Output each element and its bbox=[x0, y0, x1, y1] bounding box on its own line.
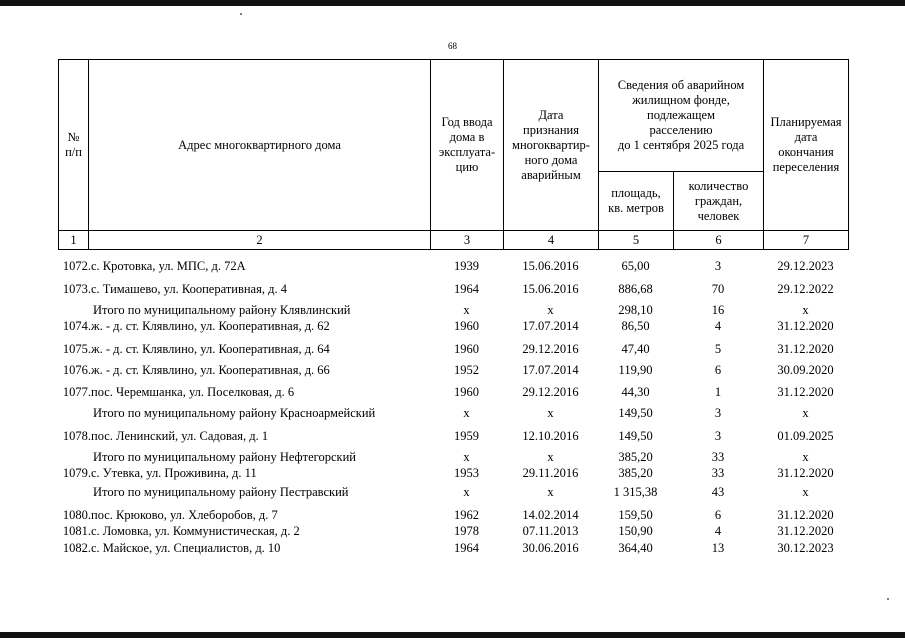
cell-address: ж. - д. ст. Клявлино, ул. Кооперативная, д. 66 bbox=[91, 363, 330, 377]
cell-address: с. Кротовка, ул. МПС, д. 72А bbox=[91, 259, 246, 273]
cell-area: 149,50 bbox=[618, 406, 653, 420]
scan-top-edge bbox=[0, 0, 905, 6]
cell-address: Итого по муниципальному району Пестравский bbox=[93, 485, 349, 499]
cell-address: пос. Черемшанка, ул. Поселковая, д. 6 bbox=[91, 385, 295, 399]
cell-area: 119,90 bbox=[618, 363, 653, 377]
scan-bottom-edge bbox=[0, 632, 905, 638]
table-row bbox=[58, 362, 848, 378]
cell-date: х bbox=[547, 406, 554, 420]
cell-year: 1952 bbox=[454, 363, 479, 377]
cell-year: 1960 bbox=[454, 342, 479, 356]
cell-date: 29.12.2016 bbox=[522, 385, 579, 399]
cell-date: х bbox=[547, 485, 554, 499]
cell-year: х bbox=[463, 406, 470, 420]
index-cell: 2 bbox=[89, 231, 431, 250]
cell-date: 17.07.2014 bbox=[522, 319, 579, 333]
cell-area: 150,90 bbox=[618, 524, 653, 538]
cell-year: 1939 bbox=[454, 259, 479, 273]
index-cell: 1 bbox=[59, 231, 89, 250]
cell-date: 17.07.2014 bbox=[522, 363, 579, 377]
cell-people: 4 bbox=[714, 524, 722, 538]
cell-year: х bbox=[463, 450, 470, 464]
cell-year: х bbox=[463, 303, 470, 317]
index-cell: 3 bbox=[431, 231, 504, 250]
cell-area: 385,20 bbox=[618, 466, 653, 480]
scan-speck bbox=[240, 13, 242, 15]
cell-year: 1959 bbox=[454, 429, 479, 443]
cell-address: пос. Крюково, ул. Хлеборобов, д. 7 bbox=[91, 508, 278, 522]
cell-plan: х bbox=[802, 485, 809, 499]
cell-people: 5 bbox=[714, 342, 722, 356]
cell-num: 1077. bbox=[62, 385, 91, 399]
cell-people: 6 bbox=[714, 363, 722, 377]
table-row bbox=[58, 465, 848, 481]
cell-people: 3 bbox=[714, 406, 722, 420]
cell-num: 1081. bbox=[62, 524, 91, 538]
table-row bbox=[58, 540, 848, 556]
cell-date: 12.10.2016 bbox=[522, 429, 579, 443]
cell-plan: 31.12.2020 bbox=[777, 508, 834, 522]
cell-address: с. Утевка, ул. Проживина, д. 11 bbox=[91, 466, 257, 480]
cell-date: 14.02.2014 bbox=[522, 508, 579, 522]
cell-address: с. Майское, ул. Специалистов, д. 10 bbox=[91, 541, 281, 555]
cell-plan: 30.12.2023 bbox=[777, 541, 834, 555]
cell-num: 1075. bbox=[62, 342, 91, 356]
cell-date: 29.12.2016 bbox=[522, 342, 579, 356]
cell-year: 1978 bbox=[454, 524, 479, 538]
cell-area: 44,30 bbox=[621, 385, 650, 399]
cell-address: Итого по муниципальному району Клявлинский bbox=[93, 303, 351, 317]
cell-year: 1960 bbox=[454, 385, 479, 399]
cell-num: 1078. bbox=[62, 429, 91, 443]
cell-plan: х bbox=[802, 406, 809, 420]
cell-address: ж. - д. ст. Клявлино, ул. Кооперативная, д. 64 bbox=[91, 342, 330, 356]
index-cell: 6 bbox=[674, 231, 764, 250]
cell-area: 149,50 bbox=[618, 429, 653, 443]
cell-plan: 31.12.2020 bbox=[777, 319, 834, 333]
table-header bbox=[58, 59, 849, 250]
cell-address: пос. Ленинский, ул. Садовая, д. 1 bbox=[91, 429, 269, 443]
cell-plan: 01.09.2025 bbox=[777, 429, 834, 443]
cell-people: 16 bbox=[711, 303, 725, 317]
cell-plan: 29.12.2022 bbox=[777, 282, 834, 296]
index-cell: 4 bbox=[504, 231, 599, 250]
cell-date: 29.11.2016 bbox=[522, 466, 579, 480]
cell-area: 65,00 bbox=[621, 259, 650, 273]
cell-date: 15.06.2016 bbox=[522, 259, 579, 273]
index-cell: 5 bbox=[599, 231, 674, 250]
cell-plan: 29.12.2023 bbox=[777, 259, 834, 273]
table-row bbox=[58, 523, 848, 539]
table-row-total bbox=[58, 449, 848, 465]
cell-area: 364,40 bbox=[618, 541, 653, 555]
cell-year: 1960 bbox=[454, 319, 479, 333]
cell-people: 43 bbox=[711, 485, 725, 499]
cell-address: с. Ломовка, ул. Коммунистическая, д. 2 bbox=[91, 524, 300, 538]
cell-people: 4 bbox=[714, 319, 722, 333]
scan-speck bbox=[887, 598, 889, 600]
table-row bbox=[58, 318, 848, 334]
cell-address: Итого по муниципальному району Нефтегорский bbox=[93, 450, 356, 464]
cell-num: 1082. bbox=[62, 541, 91, 555]
cell-date: 15.06.2016 bbox=[522, 282, 579, 296]
cell-plan: 31.12.2020 bbox=[777, 524, 834, 538]
cell-year: 1964 bbox=[454, 282, 479, 296]
cell-address: с. Тимашево, ул. Кооперативная, д. 4 bbox=[91, 282, 287, 296]
header-people: количество граждан, человек bbox=[674, 172, 764, 231]
cell-area: 385,20 bbox=[618, 450, 653, 464]
cell-num: 1074. bbox=[62, 319, 91, 333]
table-row bbox=[58, 258, 848, 274]
cell-num: 1079. bbox=[62, 466, 91, 480]
table-row bbox=[58, 507, 848, 523]
cell-people: 33 bbox=[711, 450, 725, 464]
cell-people: 3 bbox=[714, 429, 722, 443]
cell-area: 47,40 bbox=[621, 342, 650, 356]
header-plan: Планируемая дата окончания переселения bbox=[764, 60, 849, 231]
cell-date: 07.11.2013 bbox=[522, 524, 579, 538]
table-row bbox=[58, 341, 848, 357]
cell-year: 1962 bbox=[454, 508, 479, 522]
cell-area: 86,50 bbox=[621, 319, 650, 333]
cell-people: 13 bbox=[711, 541, 725, 555]
table-row-total bbox=[58, 302, 848, 318]
cell-year: 1964 bbox=[454, 541, 479, 555]
cell-num: 1072. bbox=[62, 259, 91, 273]
table-row bbox=[58, 281, 848, 297]
header-date: Дата признания многоквартир- ного дома аварийным bbox=[504, 60, 599, 231]
cell-area: 298,10 bbox=[618, 303, 653, 317]
table-row-total bbox=[58, 484, 848, 500]
header-year: Год ввода дома в эксплуата- цию bbox=[431, 60, 504, 231]
cell-date: 30.06.2016 bbox=[522, 541, 579, 555]
table-row bbox=[58, 384, 848, 400]
header-area: площадь, кв. метров bbox=[599, 172, 674, 231]
cell-address: ж. - д. ст. Клявлино, ул. Кооперативная, д. 62 bbox=[91, 319, 330, 333]
cell-plan: х bbox=[802, 450, 809, 464]
cell-area: 1 315,38 bbox=[613, 485, 658, 499]
cell-address: Итого по муниципальному району Красноармейский bbox=[93, 406, 376, 420]
cell-area: 159,50 bbox=[618, 508, 653, 522]
page-number: 68 bbox=[448, 41, 457, 51]
header-address: Адрес многоквартирного дома bbox=[89, 60, 431, 231]
cell-people: 6 bbox=[714, 508, 722, 522]
cell-people: 1 bbox=[714, 385, 722, 399]
index-cell: 7 bbox=[764, 231, 849, 250]
cell-plan: 30.09.2020 bbox=[777, 363, 834, 377]
cell-plan: 31.12.2020 bbox=[777, 342, 834, 356]
cell-people: 3 bbox=[714, 259, 722, 273]
cell-area: 886,68 bbox=[618, 282, 653, 296]
cell-year: 1953 bbox=[454, 466, 479, 480]
cell-num: 1076. bbox=[62, 363, 91, 377]
header-info: Сведения об аварийном жилищном фонде, подлежащем расселению до 1 сентября 2025 года bbox=[599, 60, 764, 172]
cell-year: х bbox=[463, 485, 470, 499]
cell-num: 1073. bbox=[62, 282, 91, 296]
cell-plan: х bbox=[802, 303, 809, 317]
cell-date: х bbox=[547, 450, 554, 464]
cell-date: х bbox=[547, 303, 554, 317]
header-num: № п/п bbox=[59, 60, 89, 231]
table-row-total bbox=[58, 405, 848, 421]
table-row bbox=[58, 428, 848, 444]
cell-plan: 31.12.2020 bbox=[777, 385, 834, 399]
cell-people: 70 bbox=[711, 282, 725, 296]
cell-plan: 31.12.2020 bbox=[777, 466, 834, 480]
cell-people: 33 bbox=[711, 466, 725, 480]
cell-num: 1080. bbox=[62, 508, 91, 522]
